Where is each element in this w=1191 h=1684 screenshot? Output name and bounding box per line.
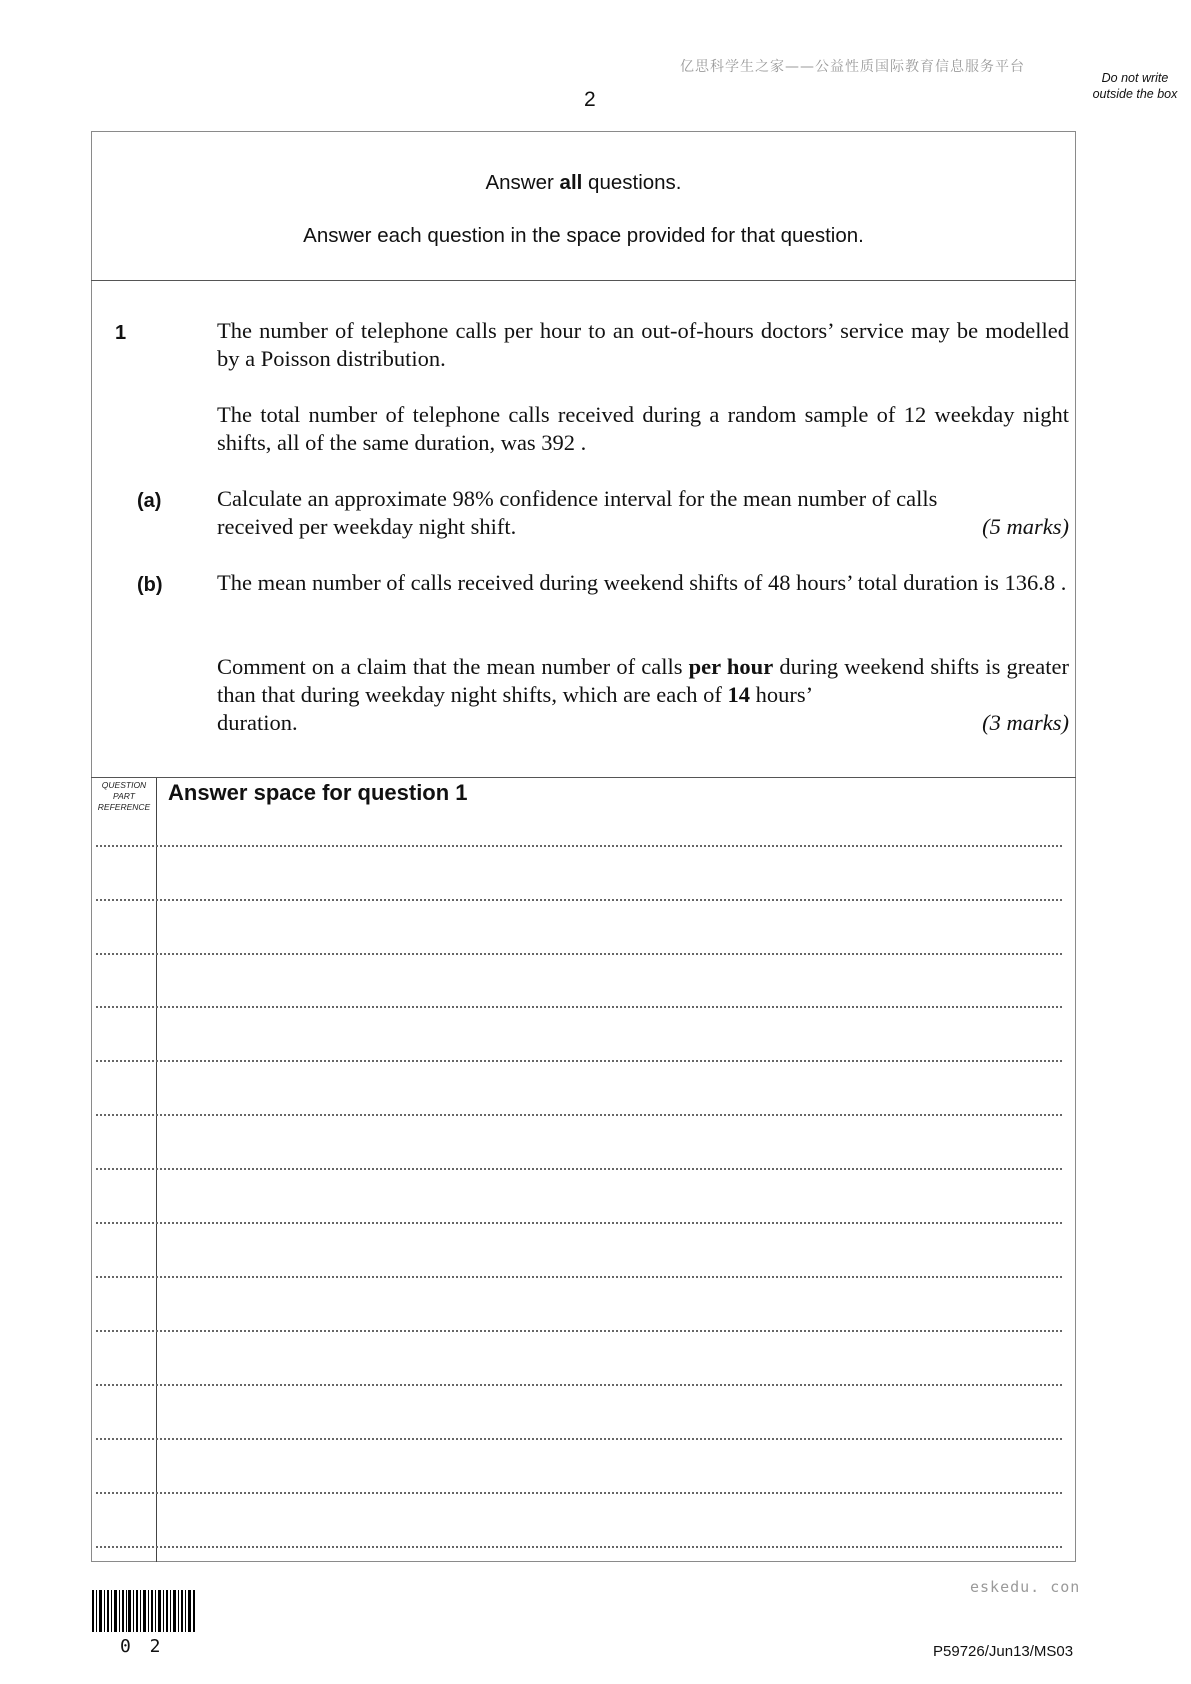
answer-space-title: Answer space for question 1: [168, 780, 468, 805]
barcode-number: 0 2: [120, 1636, 165, 1657]
part-a-marks: (5 marks): [982, 514, 1069, 539]
question-number: 1: [115, 322, 127, 344]
divider: [91, 280, 1076, 281]
part-a-text: Calculate an approximate 98% confidence interval for the mean number of calls received per weekday night shift. (5 marks): [217, 486, 1069, 539]
paper-code: P59726/Jun13/MS03: [933, 1643, 1074, 1660]
answer-line[interactable]: [96, 1546, 1062, 1548]
part-b-marks: (3 marks): [982, 710, 1069, 735]
margin-note: Do not write outside the box: [1092, 71, 1178, 101]
answer-line[interactable]: [96, 1384, 1062, 1386]
answer-line[interactable]: [96, 1006, 1062, 1008]
answer-line[interactable]: [96, 1060, 1062, 1062]
part-b-text: The mean number of calls received during weekend shifts of 48 hours’ total duration is 136.8 .: [217, 570, 1067, 595]
question-stem-para2: The total number of telephone calls received during a random sample of 12 weekday night shifts, all of the same duration, was 392 .: [217, 402, 1069, 455]
answer-line[interactable]: [96, 1276, 1062, 1278]
reference-column-divider: [156, 778, 157, 1562]
answer-line[interactable]: [96, 1438, 1062, 1440]
question-stem-para1: The number of telephone calls per hour to an out-of-hours doctors’ service may be modelled by a Poisson distribution.: [217, 318, 1069, 371]
part-a-label: (a): [137, 490, 162, 512]
question-part-reference-label: QUESTION PART REFERENCE: [97, 780, 151, 812]
watermark-header: 亿思科学生之家——公益性质国际教育信息服务平台: [680, 59, 1025, 75]
answer-line[interactable]: [96, 1330, 1062, 1332]
answer-line[interactable]: [96, 845, 1062, 847]
answer-line[interactable]: [96, 899, 1062, 901]
barcode-icon: [92, 1590, 196, 1632]
answer-line[interactable]: [96, 1114, 1062, 1116]
instruction-answer-space: Answer each question in the space provided for that question.: [303, 224, 864, 247]
answer-line[interactable]: [96, 1168, 1062, 1170]
part-b-label: (b): [137, 574, 163, 596]
divider: [91, 777, 1076, 778]
page-number: 2: [584, 88, 596, 111]
part-b-comment: Comment on a claim that the mean number of calls per hour during weekend shifts is greater than that during weekday night shifts, which are each of 14 hours’ duration. (3 marks): [217, 654, 1069, 735]
answer-line[interactable]: [96, 1222, 1062, 1224]
answer-line[interactable]: [96, 1492, 1062, 1494]
watermark-footer: eskedu. con: [970, 1578, 1081, 1596]
instruction-all-questions: Answer all questions.: [485, 171, 682, 194]
answer-line[interactable]: [96, 953, 1062, 955]
